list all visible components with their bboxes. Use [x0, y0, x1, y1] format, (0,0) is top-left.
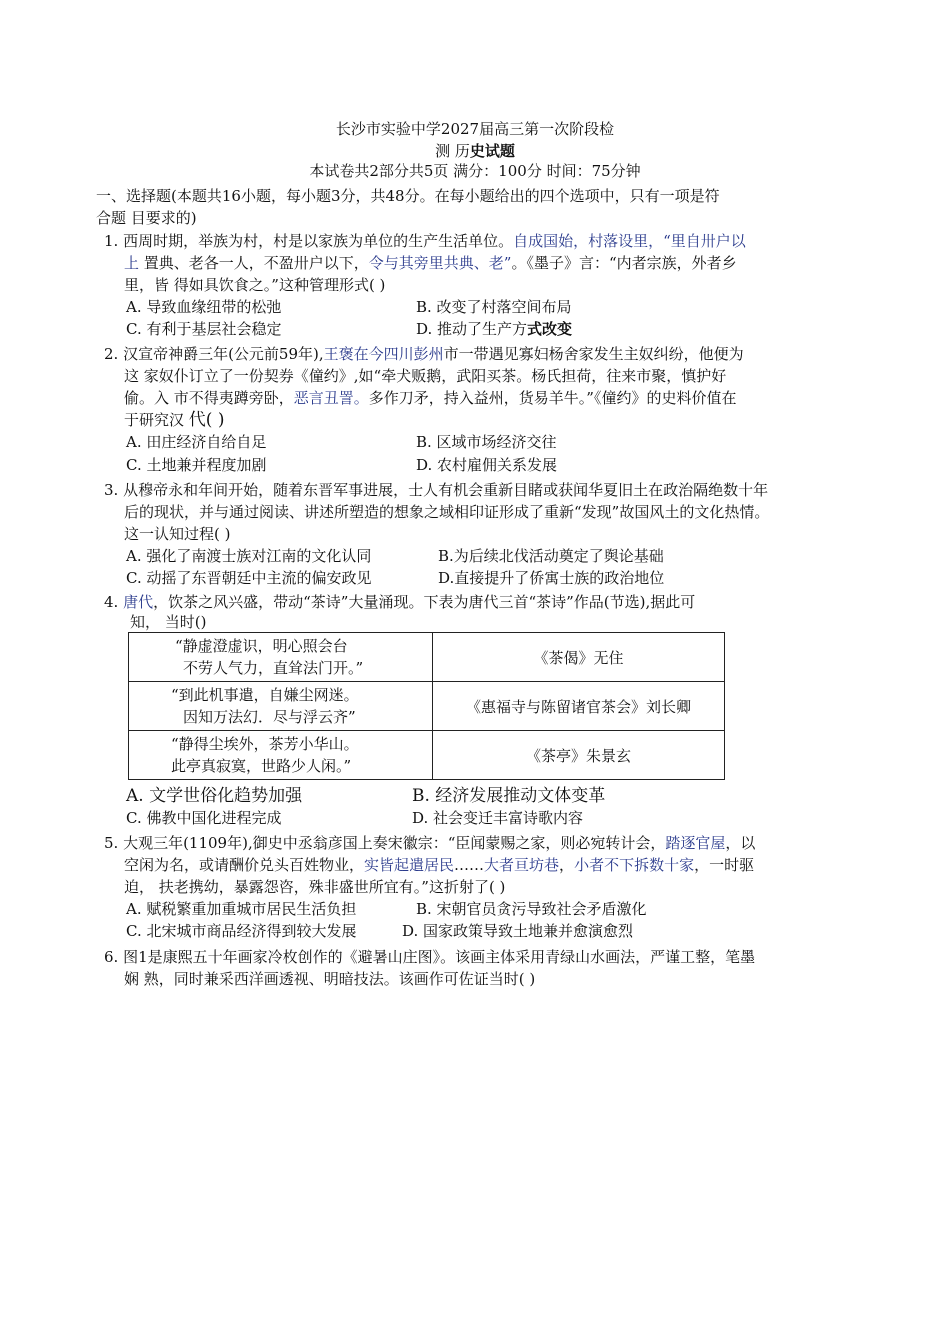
q1-option-d[interactable] — [416, 318, 572, 340]
q5-text: ，以 — [725, 834, 756, 852]
q1-text-emphasis: 自成国始，村落设里，“里自卅户以 — [513, 232, 746, 250]
q1-line-3: 里，皆 得如具饮食之。”这种管理形式( ) — [124, 276, 386, 294]
q4-text: ，饮茶之风兴盛，带动“茶诗”大量涌现。下表为唐代三首“茶诗”作品(节选),据此可 — [153, 593, 696, 611]
q3-option-b[interactable]: B.为后续北伐活动奠定了舆论基础 — [438, 547, 664, 565]
exam-title: 长沙市实验中学2027届高三第一次阶段检 — [335, 120, 615, 138]
q5-text: ，一时驱 — [694, 856, 755, 874]
q2-text: 多作刀矛，持入益州，货易羊牛。”《僮约》的史料价值在 — [368, 389, 737, 407]
q5-line-2 — [124, 854, 754, 876]
q2-option-b[interactable]: B. 区域市场经济交往 — [416, 433, 557, 451]
q4-text: 4. — [104, 593, 124, 611]
q5-option-c[interactable]: C. 北宋城市商品经济得到较大发展 — [126, 922, 357, 940]
q4-option-c[interactable]: C. 佛教中国化进程完成 — [126, 809, 282, 827]
poem-cell — [129, 731, 433, 780]
q1-option-c[interactable]: C. 有利于基层社会稳定 — [126, 320, 282, 338]
q5-option-d[interactable]: D. 国家政策导致土地兼并愈演愈烈 — [402, 922, 634, 940]
q2-text: 于研究汉 — [124, 411, 189, 429]
q1-text-emphasis: 上 — [124, 254, 140, 272]
q1-text: 1. 西周时期，举族为村，村是以家族为单位的生产生活单位。 — [104, 232, 514, 250]
q3-option-c[interactable]: C. 动摇了东晋朝廷中主流的偏安政见 — [126, 569, 372, 587]
exam-subtitle — [0, 140, 950, 162]
q5-option-b[interactable]: B. 宋朝官员贪污导致社会矛盾激化 — [416, 900, 647, 918]
q4-option-b[interactable]: B. 经济发展推动文体变革 — [412, 786, 606, 806]
q5-option-a[interactable]: A. 赋税繁重加重城市居民生活负担 — [126, 900, 357, 918]
q1-option-d-text: D. 推动了生产方 — [416, 320, 528, 338]
q5-line-1 — [104, 832, 755, 854]
q5-text-emphasis: 踏逐官屋 — [665, 834, 726, 852]
q2-line-2: 这 家奴仆订立了一份契券《僮约》,如“牵犬贩鹅，武阳买茶。杨氏担荷，往来市聚，慎护好 — [124, 367, 727, 385]
q5-text: …… — [454, 856, 485, 874]
q6-line-2: 娴 熟，同时兼采西洋画透视、明暗技法。该画作可佐证当时( ) — [124, 970, 536, 988]
poem-cell — [129, 682, 433, 731]
poem-cell — [129, 633, 433, 682]
q5-text-emphasis: 实皆起遣居民 — [364, 856, 455, 874]
q2-text: 偷。入 市不得夷蹲旁卧， — [124, 389, 294, 407]
q5-text: 空闲为名，或请酬价兑头百姓物业， — [124, 856, 365, 874]
table-row — [129, 731, 725, 780]
section-instruction-line-1: 一、选择题(本题共16小题，每小题3分，共48分。在每小题给出的四个选项中，只有一项是符 — [96, 187, 720, 205]
q2-option-d[interactable]: D. 农村雇佣关系发展 — [416, 456, 558, 474]
q2-option-a[interactable]: A. 田庄经济自给自足 — [126, 433, 267, 451]
q2-line-3 — [124, 387, 736, 409]
q1-option-d-text-bold: 式改变 — [527, 320, 573, 338]
q3-option-a[interactable]: A. 强化了南渡士族对江南的文化认同 — [126, 547, 372, 565]
poem-line: “静得尘埃外，茶芳小华山。 — [171, 735, 359, 753]
q2-text-emphasis: 王褒在今四川彭州 — [323, 345, 444, 363]
q2-line-1 — [104, 343, 744, 365]
poem-source-cell: 《茶偈》无住 — [433, 633, 725, 682]
poem-source-cell: 《惠福寺与陈留诸官茶会》刘长卿 — [433, 682, 725, 731]
q6-line-1: 6. 图1是康熙五十年画家冷枚创作的《避暑山庄图》。该画主体采用青绿山水画法，严谨工整，笔墨 — [104, 948, 756, 966]
poem-line: 不劳人气力，直耸法门开。” — [183, 659, 364, 677]
q1-line-1 — [104, 230, 746, 252]
q2-text: 市一带遇见寡妇杨舍家发生主奴纠纷，他便为 — [443, 345, 744, 363]
q3-line-2: 后的现状，并与通过阅读、讲述所塑造的想象之域相印证形成了重新“发现”故国风土的文化热情。 — [124, 503, 770, 521]
table-row — [129, 682, 725, 731]
q2-text: 2. 汉宣帝神爵三年(公元前59年), — [104, 345, 324, 363]
table-row — [129, 633, 725, 682]
q2-option-c[interactable]: C. 土地兼并程度加剧 — [126, 456, 267, 474]
q2-line-4 — [124, 409, 224, 431]
q1-option-b[interactable]: B. 改变了村落空间布局 — [416, 298, 572, 316]
q2-text-large: 代( ) — [188, 410, 225, 430]
poem-line: 此亭真寂寞，世路少人闲。” — [171, 757, 352, 775]
q5-text-emphasis: 大者亘坊巷 — [484, 856, 560, 874]
q4-line-1 — [104, 591, 695, 613]
q3-line-1: 3. 从穆帝永和年间开始，随着东晋军事进展，士人有机会重新目睹或获闻华夏旧土在政治隔绝数十年 — [104, 481, 769, 499]
q4-text-emphasis: 唐代 — [123, 593, 154, 611]
exam-info: 本试卷共2部分共5页 满分：100分 时间：75分钟 — [309, 162, 641, 180]
q1-line-2 — [124, 252, 737, 274]
q5-text: ， — [559, 856, 575, 874]
q1-text: 。《墨子》言：“内者宗族，外者乡 — [511, 254, 737, 272]
q1-option-a[interactable]: A. 导致血缘纽带的松弛 — [126, 298, 282, 316]
q5-line-3: 迫， 扶老携幼，暴露怨咨，殊非盛世所宜有。”这折射了( ) — [124, 878, 506, 896]
q4-option-d[interactable]: D. 社会变迁丰富诗歌内容 — [412, 809, 584, 827]
q5-text-emphasis: 小者不下拆数十家 — [574, 856, 695, 874]
q1-text-emphasis: 令与其旁里共典、老” — [368, 254, 512, 272]
q4-line-2: 知， 当时() — [130, 613, 207, 631]
poem-line: “到此机事遣，自嫌尘网迷。 — [171, 686, 359, 704]
q3-option-d[interactable]: D.直接提升了侨寓士族的政治地位 — [438, 569, 665, 587]
q4-option-a[interactable]: A. 文学世俗化趋势加强 — [126, 786, 303, 806]
section-instruction-line-2: 合题 目要求的) — [96, 209, 197, 227]
exam-subtitle-part-a: 测 历 — [435, 142, 470, 160]
q5-text: 5. 大观三年(1109年),御史中丞翁彦国上奏宋徽宗：“臣闻蒙赐之家，则必宛转计会， — [104, 834, 666, 852]
poem-line: “静虚澄虚识，明心照会台 — [175, 637, 348, 655]
q1-text: 置典、老各一人，不盈卅户以下， — [139, 254, 369, 272]
q3-line-3: 这一认知过程( ) — [124, 525, 231, 543]
tea-poems-table — [128, 632, 725, 780]
poem-line: 因知万法幻．尽与浮云齐” — [183, 708, 356, 726]
poem-source-cell: 《茶亭》朱景玄 — [433, 731, 725, 780]
q2-text-emphasis: 恶言丑詈。 — [293, 389, 369, 407]
exam-subtitle-part-b: 史试题 — [469, 142, 515, 160]
